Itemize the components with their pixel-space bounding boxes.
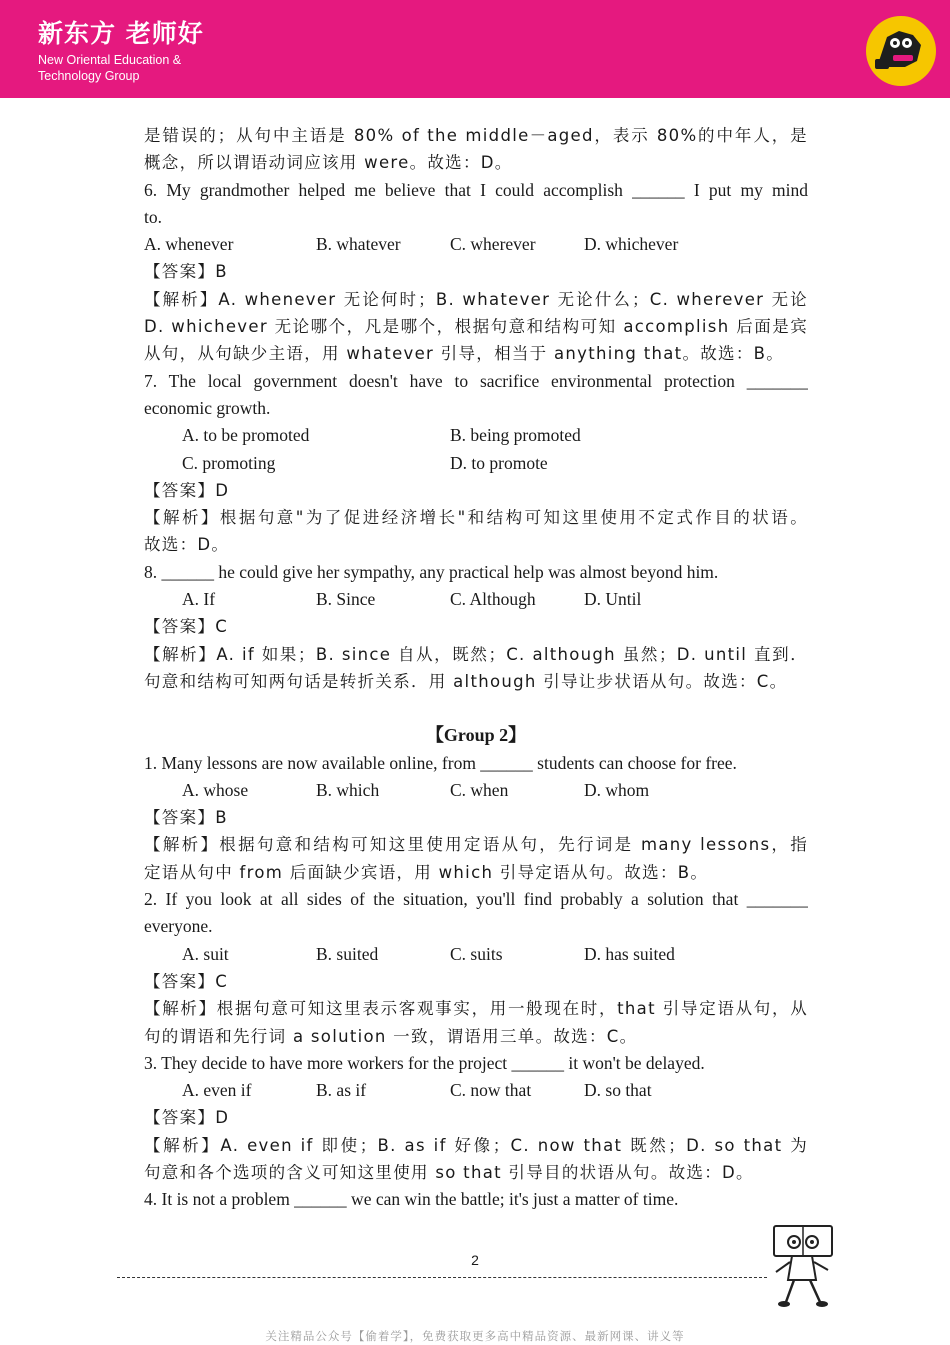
explanation-line: 句意和各个选项的含义可知这里使用 so that 引导目的状语从句。故选：D。: [144, 1162, 754, 1182]
brand-name-en: [38, 52, 181, 84]
option-a: A. suit: [182, 943, 229, 964]
question-7-options-row2: [144, 450, 808, 477]
question-7-stem: 7. The local government doesn't have to sacrifice environmental protection _______: [144, 370, 808, 391]
option-b: B. as if: [316, 1080, 367, 1101]
explanation-line: 【解析】根据句意"为了促进经济增长"和结构可知这里使用不定式作目的状语。: [144, 508, 808, 528]
explanation-line: 【解析】A. if 如果；B. since 自从，既然；C. although 虽然；D. until 直到．: [144, 644, 808, 664]
option-d: D. to promote: [450, 452, 548, 473]
option-a: A. whose: [182, 779, 249, 800]
option-c: C. Although: [450, 589, 536, 610]
group2-question-2-stem-cont: everyone.: [144, 916, 213, 937]
new-oriental-mascot-icon: [865, 15, 937, 87]
group2-question-1-options: [144, 777, 808, 804]
answer-line: 【答案】B: [144, 808, 228, 828]
page-header: [0, 0, 950, 98]
option-c: C. promoting: [182, 452, 276, 473]
question-8-stem: 8. ______ he could give her sympathy, any practical help was almost beyond him.: [144, 561, 719, 582]
option-d: D. whom: [584, 779, 650, 800]
option-a: A. to be promoted: [182, 425, 310, 446]
page-number: 2: [471, 1252, 479, 1268]
option-a: A. If: [182, 589, 216, 610]
explanation-line: 句的谓语和先行词 a solution 一致，谓语用三单。故选：C。: [144, 1026, 638, 1046]
option-d: D. Until: [584, 589, 642, 610]
brand-name-en-line1: New Oriental Education &: [38, 53, 182, 67]
group2-question-1-stem: 1. Many lessons are now available online, from ______ students can choose for free.: [144, 752, 737, 773]
explanation-line: 【解析】根据句意可知这里表示客观事实，用一般现在时，that 引导定语从句，从: [144, 999, 808, 1019]
document-body: [144, 122, 808, 1214]
question-6-stem-cont: to.: [144, 206, 162, 227]
question-8-options: [144, 586, 808, 613]
text-line: 是错误的；从句中主语是 80% of the middle－aged，表示 80%的中年人，是: [144, 126, 808, 145]
question-7-options-row1: [144, 422, 808, 449]
option-b: B. whatever: [316, 234, 401, 255]
option-d: D. so that: [584, 1080, 652, 1101]
option-b: B. being promoted: [450, 425, 581, 446]
group2-question-3-options: [144, 1077, 808, 1104]
option-c: C. suits: [450, 943, 503, 964]
answer-line: 【答案】D: [144, 480, 230, 500]
explanation-line: 从句，从句缺少主语，用 whatever 引导，相当于 anything that。故选：B。: [144, 344, 785, 364]
option-c: C. when: [450, 779, 509, 800]
explanation-line: 【解析】A. even if 即使；B. as if 好像；C. now that 既然；D. so that 为: [144, 1135, 808, 1155]
group2-question-2-stem: 2. If you look at all sides of the situation, you'll find probably a solution that _______: [144, 889, 808, 910]
option-b: B. Since: [316, 589, 376, 610]
explanation-line: 【解析】根据句意和结构可知这里使用定语从句，先行词是 many lessons，指: [144, 835, 808, 855]
text-line: 概念，所以谓语动词应该用 were。故选：D。: [144, 153, 513, 173]
option-b: B. suited: [316, 943, 379, 964]
option-d: D. whichever: [584, 234, 679, 255]
group2-question-3-stem: 3. They decide to have more workers for the project ______ it won't be delayed.: [144, 1052, 705, 1073]
footer-notice: 关注精品公众号【偷着学】，免费获取更多高中精品资源、最新网课、讲义等: [265, 1329, 685, 1343]
option-b: B. which: [316, 779, 380, 800]
explanation-line: 句意和结构可知两句话是转折关系．用 although 引导让步状语从句。故选：C。: [144, 671, 788, 691]
brand-name-cn: 新东方 老师好: [38, 19, 204, 48]
option-d: D. has suited: [584, 943, 675, 964]
group-2-title: 【Group 2】: [425, 725, 527, 746]
question-7-stem-cont: economic growth.: [144, 397, 271, 418]
answer-line: 【答案】B: [144, 262, 228, 282]
explanation-line: D. whichever 无论哪个，凡是哪个，根据句意和结构可知 accomplish 后面是宾: [144, 317, 808, 337]
option-c: C. now that: [450, 1080, 532, 1101]
brand-name-en-line2: Technology Group: [38, 69, 140, 83]
explanation-line: 故选：D。: [144, 535, 230, 555]
group2-question-2-options: [144, 941, 808, 968]
question-6-stem: 6. My grandmother helped me believe that I could accomplish ______ I put my mind: [144, 179, 808, 200]
answer-line: 【答案】C: [144, 617, 229, 637]
footer-divider: [117, 1277, 767, 1278]
explanation-line: 定语从句中 from 后面缺少宾语，用 which 引导定语从句。故选：B。: [144, 862, 709, 882]
option-c: C. wherever: [450, 234, 536, 255]
group2-question-4-stem: 4. It is not a problem ______ we can win the battle; it's just a matter of time.: [144, 1189, 679, 1210]
answer-line: 【答案】D: [144, 1108, 230, 1128]
explanation-line: 【解析】A. whenever 无论何时；B. whatever 无论什么；C. wherever 无论: [144, 289, 808, 309]
option-a: A. even if: [182, 1080, 252, 1101]
answer-line: 【答案】C: [144, 971, 229, 991]
question-6-options: [144, 231, 808, 258]
reading-mascot-icon: [770, 1222, 836, 1308]
option-a: A. whenever: [144, 234, 234, 255]
